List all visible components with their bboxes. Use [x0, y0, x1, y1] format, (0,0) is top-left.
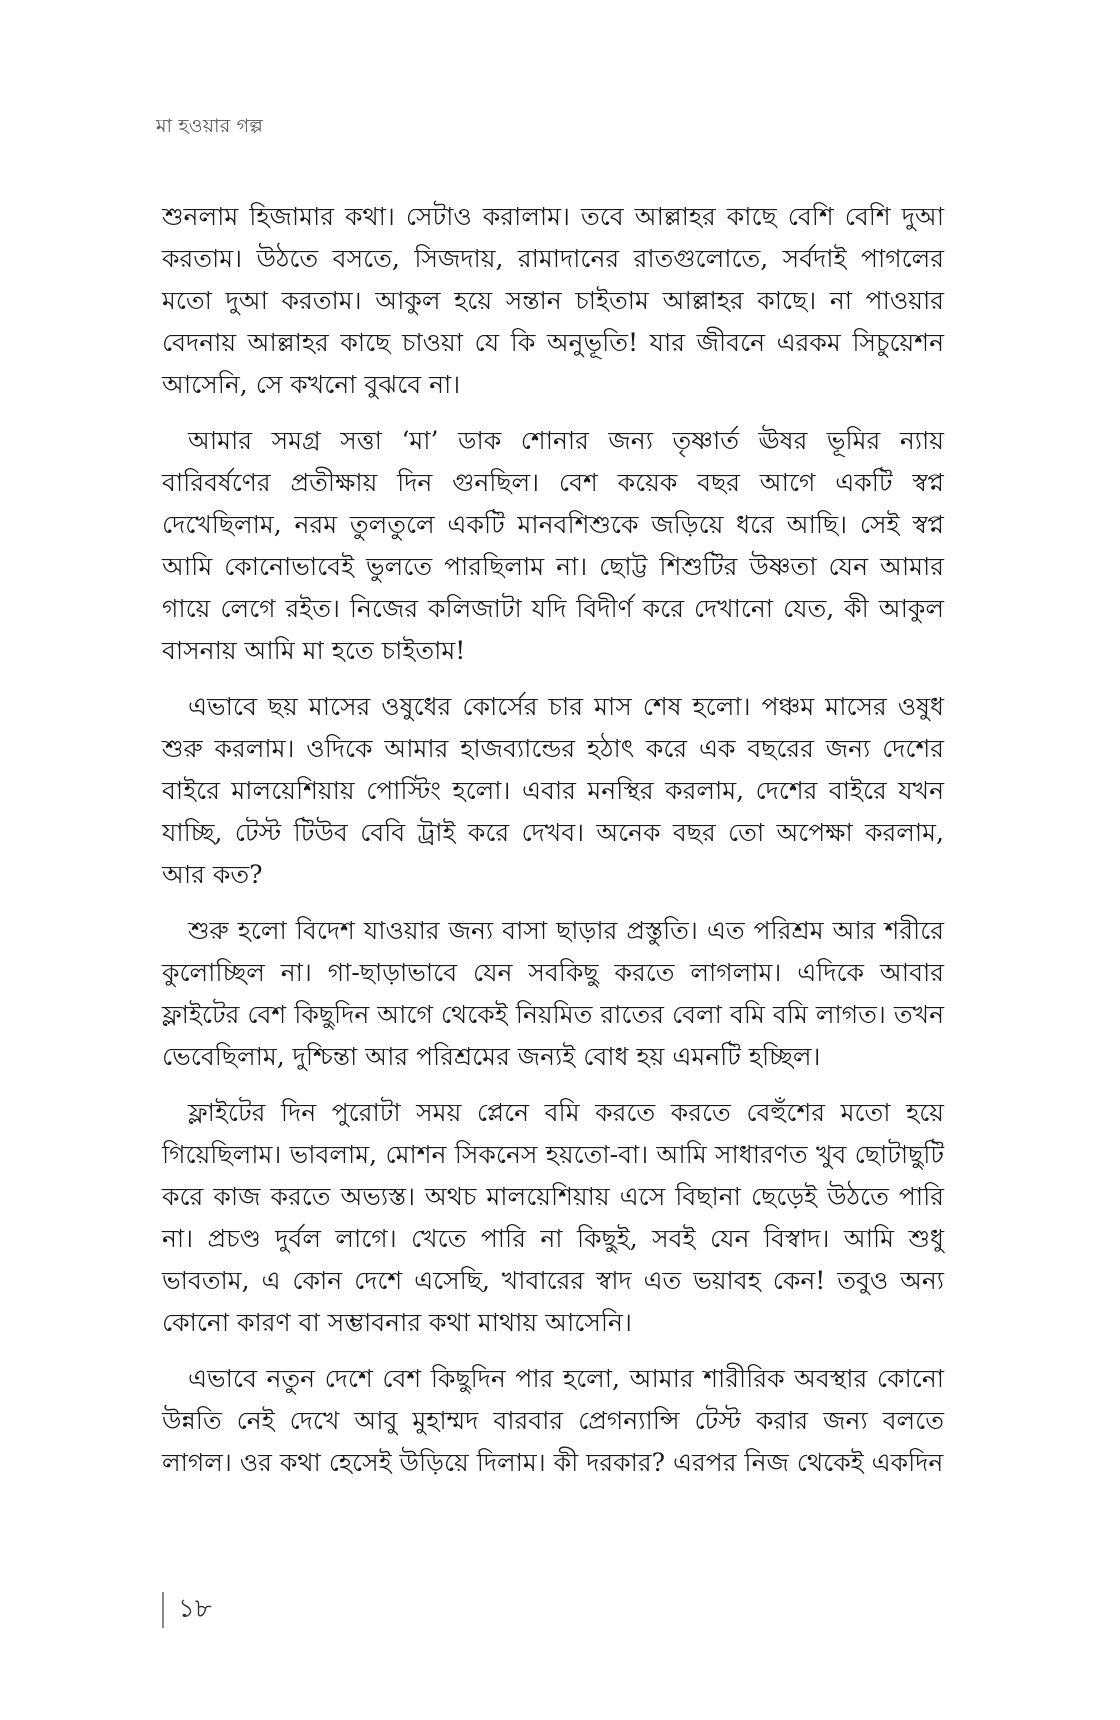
running-header: মা হওয়ার গল্প: [156, 115, 264, 137]
paragraph: এভাবে ছয় মাসের ওষুধের কোর্সের চার মাস শেষ হলো। পঞ্চম মাসের ওষুধ শুরু করলাম। ওদিকে আমার হাজব্যান্ডের হঠাৎ করে এক বছরের জন্য দেশের বাইরে মালয়েশিয়ায় পোস্টিং হলো। এবার মনস্থির করলাম, দেশের বাইরে যখন যাচ্ছি, টেস্ট টিউব বেবি ট্রাই করে দেখব। অনেক বছর তো অপেক্ষা করলাম, আর কত?: [162, 692, 944, 889]
body-text: [162, 196, 944, 1498]
paragraph: শুরু হলো বিদেশ যাওয়ার জন্য বাসা ছাড়ার প্রস্তুতি। এত পরিশ্রম আর শরীরে কুলোচ্ছিল না। গা-ছাড়াভাবে যেন সবকিছু করতে লাগলাম। এদিকে আবার ফ্লাইটের বেশ কিছুদিন আগে থেকেই নিয়মিত রাতের বেলা বমি বমি লাগত। তখন ভেবেছিলাম, দুশ্চিন্তা আর পরিশ্রমের জন্যই বোধ হয় এমনটি হচ্ছিল।: [162, 916, 944, 1071]
paragraph: ফ্লাইটের দিন পুরোটা সময় প্লেনে বমি করতে করতে বেহুঁশের মতো হয়ে গিয়েছিলাম। ভাবলাম, মোশন সিকনেস হয়তো-বা। আমি সাধারণত খুব ছোটাছুটি করে কাজ করতে অভ্যস্ত। অথচ মালয়েশিয়ায় এসে বিছানা ছেড়েই উঠতে পারি না। প্রচণ্ড দুর্বল লাগে। খেতে পারি না কিছুই, সবই যেন বিস্বাদ। আমি শুধু ভাবতাম, এ কোন দেশে এসেছি, খাবারের স্বাদ এত ভয়াবহ কেন! তবুও অন্য কোনো কারণ বা সম্ভাবনার কথা মাথায় আসেনি।: [162, 1098, 944, 1337]
page-footer: [162, 1588, 212, 1632]
folio-rule: [162, 1592, 164, 1628]
paragraph: শুনলাম হিজামার কথা। সেটাও করালাম। তবে আল্লাহর কাছে বেশি বেশি দুআ করতাম। উঠতে বসতে, সিজদায়, রামাদানের রাতগুলোতে, সর্বদাই পাগলের মতো দুআ করতাম। আকুল হয়ে সন্তান চাইতাম আল্লাহর কাছে। না পাওয়ার বেদনায় আল্লাহর কাছে চাওয়া যে কি অনুভূতি! যার জীবনে এরকম সিচুয়েশন আসেনি, সে কখনো বুঝবে না।: [162, 202, 944, 399]
page-number: ১৮: [178, 1594, 212, 1624]
paragraph: আমার সমগ্র সত্তা ‘মা’ ডাক শোনার জন্য তৃষ্ণার্ত ঊষর ভূমির ন্যায় বারিবর্ষণের প্রতীক্ষায় দিন গুনছিল। বেশ কয়েক বছর আগে একটি স্বপ্ন দেখেছিলাম, নরম তুলতুলে একটি মানবশিশুকে জড়িয়ে ধরে আছি। সেই স্বপ্ন আমি কোনোভাবেই ভুলতে পারছিলাম না। ছোট্ট শিশুটির উষ্ণতা যেন আমার গায়ে লেগে রইত। নিজের কলিজাটা যদি বিদীর্ণ করে দেখানো যেত, কী আকুল বাসনায় আমি মা হতে চাইতাম!: [162, 426, 944, 665]
paragraph: এভাবে নতুন দেশে বেশ কিছুদিন পার হলো, আমার শারীরিক অবস্থার কোনো উন্নতি নেই দেখে আবু মুহাম্মদ বারবার প্রেগন্যান্সি টেস্ট করার জন্য বলতে লাগল। ওর কথা হেসেই উড়িয়ে দিলাম। কী দরকার? এরপর নিজ থেকেই একদিন: [162, 1364, 944, 1477]
